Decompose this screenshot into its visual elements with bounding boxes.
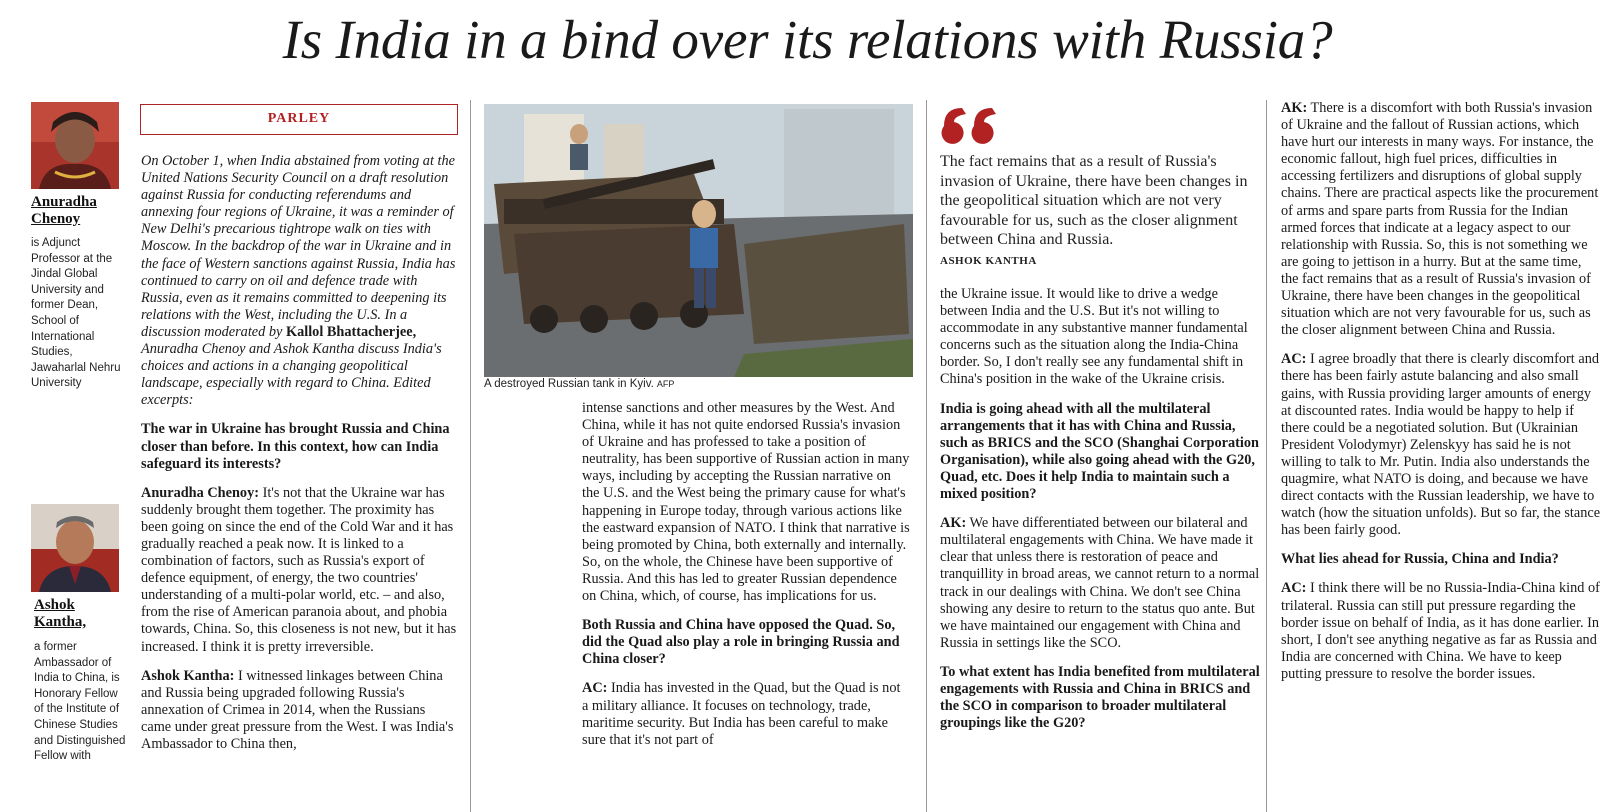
speaker-label: AC: (1281, 580, 1307, 597)
article-column-4 (1281, 100, 1601, 695)
intro-text-end: Anuradha Chenoy and Ashok Kantha discuss India's choices and actions in a changing geopolitical landscape, especially with regard to China. Edited excerpts: (141, 341, 442, 409)
speaker-label: Anuradha Chenoy: (141, 484, 259, 501)
question-1: The war in Ukraine has brought Russia and China closer than before. In this context, how can India safeguard its interests? (141, 421, 450, 472)
author-bio-anuradha: is Adjunct Professor at the Jindal Global University and former Dean, School of International Studies, Jawaharlal Nehru University (31, 237, 121, 390)
answer-text: I witnessed linkages between China and Russia being upgraded following Russia's annexation of Crimea in 2014, when the Russians came under great pressure from the West. I was India's Ambassador to China then, (141, 667, 454, 752)
speaker-label: AC: (582, 680, 608, 697)
answer-text: There is a discomfort with both Russia's invasion of Ukraine and the fallout of Russian actions, which have hurt our interests in many ways. For instance, the economic fallout, high fuel prices, difficulties in accessing fertilizers and disruptions of global supply chains. There are practical aspects like the procurement of arms and spare parts from Russia for the Indian armed forces that indicate at a legacy aspect to our relationship with Russia. So, this is not something we are going to jettison in a hurry. But at the same time, the fact remains that as a result of Russia's invasion of Ukraine, there have been changes in the geopolitical situation which are not very favourable for us, such as the closer alignment between China and Russia. (1281, 100, 1599, 339)
intro-paragraph (141, 153, 459, 409)
quote-mark-icon (940, 104, 1004, 146)
answer-paragraph (1281, 580, 1601, 683)
author-name-anuradha: Anuradha Chenoy (31, 194, 97, 227)
article-column-3 (940, 286, 1260, 744)
headline: Is India in a bind over its relations with Russia? (282, 9, 1333, 70)
paragraph: intense sanctions and other measures by the West. And China, while it has not quite endorsed Russia's invasion of Ukraine and has professed to take a position of neutrality, has been supportive of Russian action in many ways, including by accepting the Russian narrative on the U.S. and the West being the primary cause for what's happening in Europe today, through various actions like the eastward expansion of NATO. I think that narrative is being promoted by China, both externally and internally. So, on the whole, the Chinese have been supportive of Russia. And this has led to greater Russian dependence on China, which, of course, has implications for us. (582, 400, 910, 605)
photo-caption (484, 378, 674, 390)
intro-text: On October 1, when India abstained from voting at the United Nations Security Council on a draft resolution against Russia for conducting referendums and annexing four regions of Ukraine, it was a reminder of New Delhi's precarious tightrope walk on ties with Moscow. In the backdrop of the war in Ukraine and in the face of Western sanctions against Russia, India has continued to carry on oil and defence trade with Russia, even as it remains committed to deepening its relations with the West, including the U.S. In a discussion moderated by (141, 153, 456, 340)
section-label-parley: PARLEY (140, 104, 458, 135)
answer-text: I think there will be no Russia-India-China kind of trilateral. Russia can still put pressure regarding the border issue on behalf of India, as it has done earlier. In short, I don't see anything negative as far as Russia and India are concerned with China. We have to keep putting pressure to resolve the border issues. (1281, 580, 1600, 682)
author-photo-anuradha (31, 102, 119, 189)
author-bio-ashok: a former Ambassador of India to China, is Honorary Fellow of the Institute of Chinese Studies and Distinguished Fellow with (34, 641, 126, 763)
pull-quote: The fact remains that as a result of Russia's invasion of Ukraine, there have been changes in the geopolitical situation which are not very favourable for us, such as the closer alignment between China and Russia. (940, 153, 1248, 249)
pull-quote-attribution: ASHOK KANTHA (940, 255, 1037, 267)
answer-text: We have differentiated between our bilateral and multilateral engagements with China. We have made it clear that unless there is restoration of peace and tranquillity in broad areas, we cannot return to a normal track in our dealings with China. We don't see China showing any desire to return to the status quo ante. But we have maintained our engagement with China and Russia in settings like the SCO. (940, 515, 1260, 651)
moderator-name: Kallol Bhattacherjee, (285, 323, 417, 340)
article-column-2 (582, 400, 910, 761)
answer-paragraph (940, 515, 1260, 652)
answer-paragraph (1281, 100, 1601, 339)
article-column-1 (141, 153, 459, 765)
author-name-ashok: Ashok Kantha, (34, 597, 87, 630)
answer-paragraph (582, 680, 910, 748)
answer-text: India has invested in the Quad, but the Quad is not a military alliance. It focuses on technology, trade, maritime security. But India has been careful to make sure that it's not part of (582, 680, 901, 748)
question-4: To what extent has India benefited from multilateral engagements with Russia and China in BRICS and the SCO in comparison to broader multilateral groupings like the G20? (940, 663, 1260, 732)
speaker-label: Ashok Kantha: (141, 667, 235, 684)
paragraph: the Ukraine issue. It would like to drive a wedge between India and the U.S. But it's not willing to accommodate in any substantive manner fundamental concerns such as the situation along the India-China border. So, I don't really see any fundamental shift in China's position in the wake of the Ukraine crisis. (940, 286, 1248, 388)
speaker-label: AK: (1281, 100, 1308, 116)
answer-text: It's not that the Ukraine war has suddenly brought them together. The proximity has been going on since the end of the Cold War and it has gradually reached a peak now. It is linked to a combination of factors, such as Russia's export of defence equipment, of energy, the two countries' understanding of a multi-polar world, etc. – and also, from the rise of American paranoia about, and phobia towards, China. So, this closeness is not new, but it has increased. I think it is pretty irreversible. (141, 484, 457, 655)
answer-text: I agree broadly that there is clearly discomfort and there has been fairly astute balancing and also small gains, with Russia providing larger amounts of energy at discounted rates. India would be happy to help if there could be a negotiated solution. But (Ukrainian President Volodymyr) Zelenskyy has said he is not willing to talk to Mr. Putin. India also understands the quagmire, what NATO is doing, and because we have direct contacts with the Russian leadership, we have to watch (how the situation unfolds). But so far, the stance has been fairly good. (1281, 351, 1601, 539)
question-3: India is going ahead with all the multilateral arrangements that it has with China and Russia, such as BRICS and the SCO (Shanghai Corporation Organisation), while also going ahead with the G20, Quad, etc. Does it help India to maintain such a mixed position? (940, 400, 1259, 503)
column-divider (926, 100, 927, 812)
speaker-label: AK: (940, 515, 967, 532)
tank-photo (484, 104, 913, 377)
column-divider (1266, 100, 1267, 812)
speaker-label: AC: (1281, 351, 1307, 368)
answer-paragraph (141, 668, 459, 753)
author-photo-ashok (31, 504, 119, 592)
column-divider (470, 100, 471, 812)
caption-text: A destroyed Russian tank in Kyiv. (484, 378, 654, 390)
answer-paragraph (141, 485, 459, 656)
question-2: Both Russia and China have opposed the Quad. So, did the Quad also play a role in bringing Russia and China closer? (582, 617, 900, 668)
answer-paragraph (1281, 351, 1601, 539)
question-5: What lies ahead for Russia, China and India? (1281, 551, 1559, 568)
caption-credit: AFP (656, 379, 675, 389)
